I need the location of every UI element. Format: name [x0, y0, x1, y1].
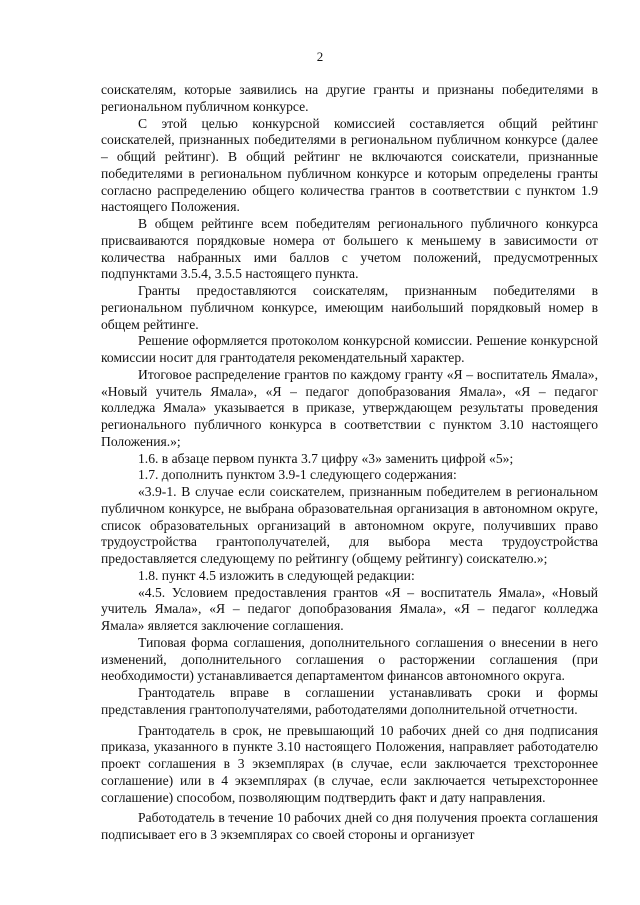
paragraph: В общем рейтинге всем победителям регионального публичного конкурса присваиваются порядковые номера от большего к меньшему в зависимости от количества набранных ими баллов с учетом положений, предусмотренных подпунктами 3.5.4, 3.5.5 настоящего пункта.	[101, 216, 598, 282]
paragraph: Решение оформляется протоколом конкурсной комиссии. Решение конкурсной комиссии носит для грантодателя рекомендательный характер.	[101, 333, 598, 365]
paragraph: С этой целью конкурсной комиссией составляется общий рейтинг соискателей, признанных победителями в региональном публичном конкурсе (далее – общий рейтинг). В общий рейтинг не включаются соискатели, признанные победителями в региональном публичном конкурсе и которым определены гранты согласно распределению общего количества грантов в соответствии с пунктом 1.9 настоящего Положения.	[101, 115, 598, 215]
paragraph: Гранты предоставляются соискателям, признанным победителями в региональном публичном конкурсе, имеющим наибольший порядковый номер в общем рейтинге.	[101, 283, 598, 332]
paragraph: 1.6. в абзаце первом пункта 3.7 цифру «3» заменить цифрой «5»;	[138, 450, 514, 466]
paragraph: 1.8. пункт 4.5 изложить в следующей редакции:	[138, 567, 415, 583]
paragraph: 1.7. дополнить пунктом 3.9-1 следующего содержания:	[138, 467, 457, 483]
paragraph: Грантодатель в срок, не превышающий 10 рабочих дней со дня подписания приказа, указанного в пункте 3.10 настоящего Положения, направляет работодателю проект соглашения в 3 экземплярах (в случае, если заключается трехстороннее соглашение) или в 4 экземплярах (в случае, если заключается четырехстороннее соглашение) способом, позволяющим подтвердить факт и дату направления.	[101, 722, 598, 805]
paragraph: Типовая форма соглашения, дополнительного соглашения о внесении в него изменений, дополнительного соглашения о расторжении соглашения (при необходимости) устанавливается департаментом финансов автономного округа.	[101, 634, 598, 684]
page-number: 2	[316, 49, 324, 64]
paragraph: Грантодатель вправе в соглашении устанавливать сроки и формы представления грантополучателями, работодателями дополнительной отчетности.	[101, 685, 598, 717]
paragraph: соискателям, которые заявились на другие гранты и признаны победителями в региональном публичном конкурсе.	[101, 82, 598, 114]
paragraph: Итоговое распределение грантов по каждому гранту «Я – воспитатель Ямала», «Новый учитель Ямала», «Я – педагог допобразования Ямала», «Я – педагог колледжа Ямала» указывается в приказе, утверждающем результаты проведения регионального публичного конкурса в соответствии с пунктом 3.10 настоящего Положения.»;	[101, 366, 598, 449]
paragraph: Работодатель в течение 10 рабочих дней со дня получения проекта соглашения подписывает его в 3 экземплярах со своей стороны и организует	[101, 810, 598, 842]
document-body	[101, 82, 598, 844]
paragraph: «4.5. Условием предоставления грантов «Я – воспитатель Ямала», «Новый учитель Ямала», «Я – педагог допобразования Ямала», «Я – педагог колледжа Ямала» является заключение соглашения.	[101, 584, 598, 633]
paragraph: «3.9-1. В случае если соискателем, признанным победителем в региональном публичном конкурсе, не выбрана образовательная организация в автономном округе, список образовательных организаций в автономном округе, получивших право трудоустройства грантополучателей, для выбора места трудоустройства предоставляется следующему по рейтингу (общему рейтингу) соискателю.»;	[101, 484, 598, 566]
